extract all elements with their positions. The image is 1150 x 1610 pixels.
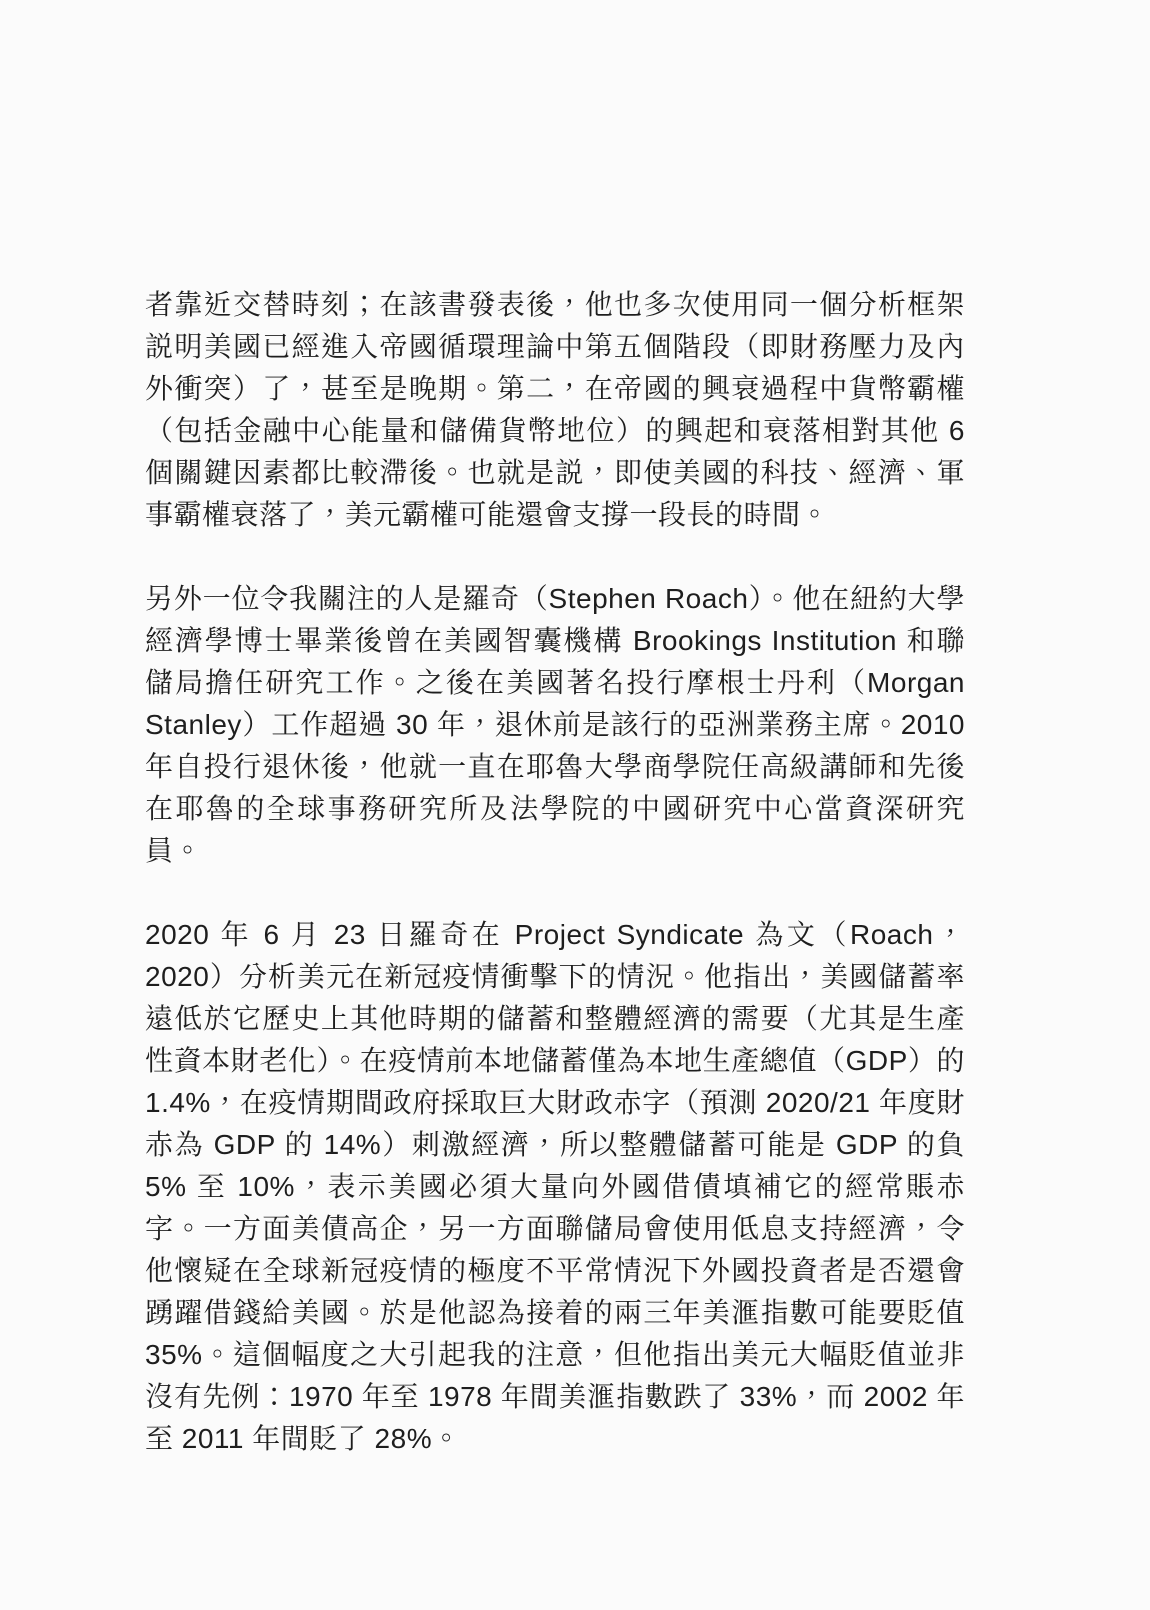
paragraph-stephen-roach-bio: 另外一位令我關注的人是羅奇（Stephen Roach）。他在紐約大學經濟學博士畢業後曾在美國智囊機構 Brookings Institution 和聯儲局擔任研究工作。之後在美國著名投行摩根士丹利（Morgan Stanley）工作超過 30 年，退休前是該行的亞洲業務主席。2010 年自投行退休後，他就一直在耶魯大學商學院任高級講師和先後在耶魯的全球事務研究所及法學院的中國研究中心當資深研究員。 [145,583,965,866]
paragraph-roach-2020-dollar-forecast: 2020 年 6 月 23 日羅奇在 Project Syndicate 為文（Roach，2020）分析美元在新冠疫情衝擊下的情況。他指出，美國儲蓄率遠低於它歷史上其他時期的儲蓄和整體經濟的需要（尤其是生產性資本財老化）。在疫情前本地儲蓄僅為本地生產總值（GDP）的 1.4%，在疫情期間政府採取巨大財政赤字（預測 2020/21 年度財赤為 GDP 的 14%）刺激經濟，所以整體儲蓄可能是 GDP 的負 5% 至 10%，表示美國必須大量向外國借債填補它的經常賬赤字。一方面美債高企，另一方面聯儲局會使用低息支持經濟，令他懷疑在全球新冠疫情的極度不平常情況下外國投資者是否還會踴躍借錢給美國。於是他認為接着的兩三年美滙指數可能要貶值 35%。這個幅度之大引起我的注意，但他指出美元大幅貶值並非沒有先例：1970 年至 1978 年間美滙指數跌了 33%，而 2002 年至 2011 年間貶了 28%。 [145,919,965,1454]
paragraph-empire-cycle: 者靠近交替時刻；在該書發表後，他也多次使用同一個分析框架説明美國已經進入帝國循環理論中第五個階段（即財務壓力及內外衝突）了，甚至是晚期。第二，在帝國的興衰過程中貨幣霸權（包括金融中心能量和儲備貨幣地位）的興起和衰落相對其他 6 個關鍵因素都比較滯後。也就是説，即使美國的科技、經濟、軍事霸權衰落了，美元霸權可能還會支撐一段長的時間。 [145,289,965,530]
body-text [145,284,965,1460]
